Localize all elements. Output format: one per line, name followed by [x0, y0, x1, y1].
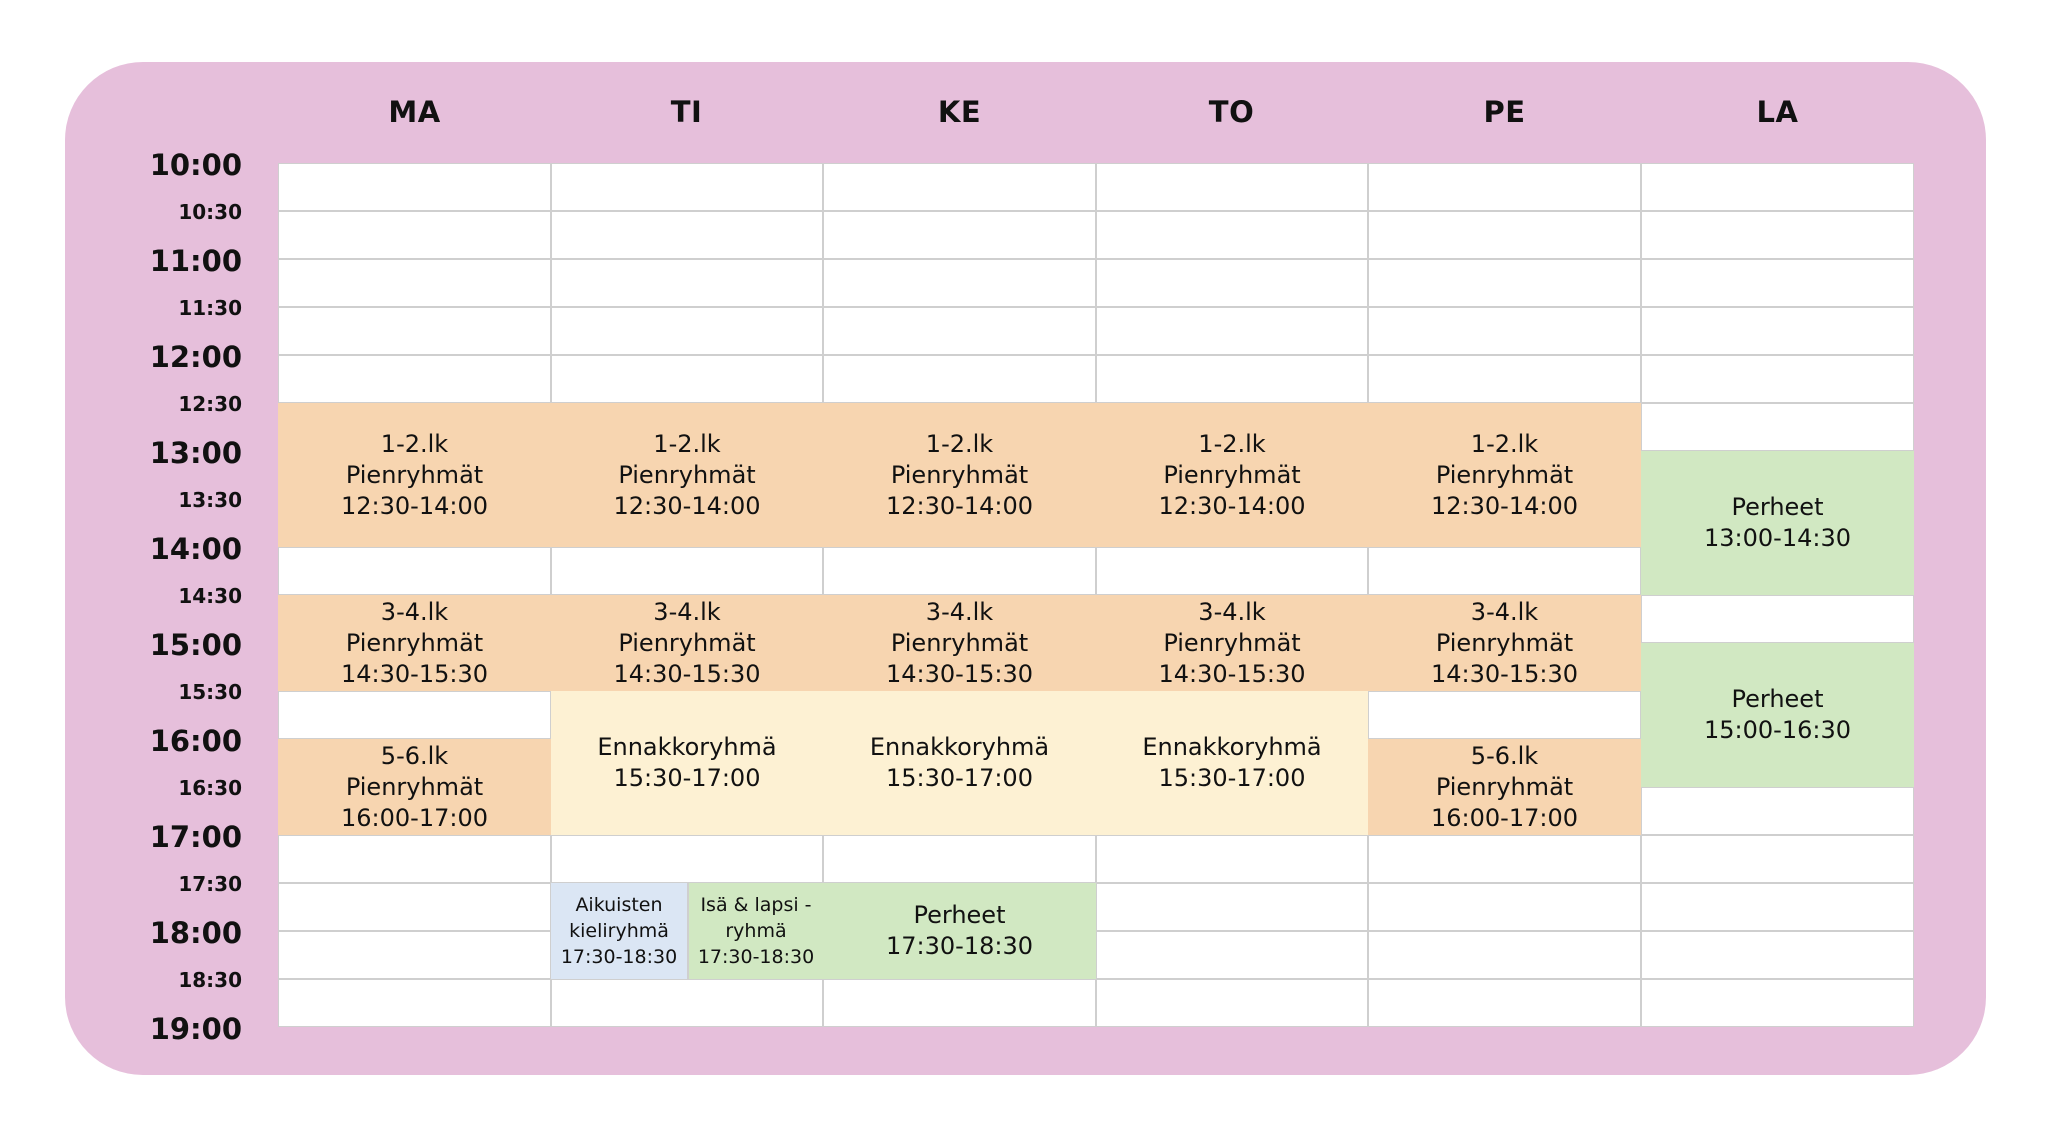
time-label: 11:30 — [178, 296, 242, 320]
event-line: 15:30-17:00 — [885, 764, 1033, 792]
event-line: 12:30-14:00 — [1431, 491, 1578, 520]
time-label: 18:30 — [178, 968, 242, 992]
event-line: 3-4.lk — [1470, 597, 1539, 626]
event-line: 5-6.lk — [1470, 741, 1539, 770]
event-line: Pienryhmät — [1435, 772, 1574, 801]
event-5-6lk-pe[interactable] — [1368, 739, 1641, 835]
time-label: 14:30 — [178, 584, 242, 608]
event-line: Ennakkoryhmä — [869, 733, 1050, 761]
time-label: 16:00 — [149, 724, 242, 758]
day-header-to: TO — [1208, 95, 1255, 129]
event-line: Perheet — [1731, 685, 1824, 713]
time-label: 10:30 — [178, 200, 242, 224]
event-line: Ennakkoryhmä — [597, 733, 777, 761]
time-label: 12:30 — [178, 392, 242, 416]
event-line: Aikuisten — [575, 894, 663, 916]
event-perheet-la-1[interactable] — [1641, 451, 1914, 595]
event-line: kieliryhmä — [569, 920, 669, 942]
event-line: 15:00-16:30 — [1704, 716, 1851, 744]
event-line: 17:30-18:30 — [560, 946, 678, 968]
event-line: Pienryhmät — [1435, 628, 1574, 657]
event-line: 14:30-15:30 — [613, 659, 761, 688]
time-label: 16:30 — [178, 776, 242, 800]
event-line: 3-4.lk — [1198, 597, 1266, 626]
event-3-4lk-ti[interactable] — [551, 595, 823, 691]
event-line: Pienryhmät — [618, 628, 756, 657]
event-line: 14:30-15:30 — [1158, 659, 1306, 688]
event-3-4lk-ke[interactable] — [823, 595, 1096, 691]
event-line: 5-6.lk — [380, 741, 449, 770]
event-ennakkoryhma-ke[interactable] — [823, 691, 1096, 835]
event-line: 12:30-14:00 — [341, 491, 488, 520]
event-line: ryhmä — [725, 920, 787, 942]
event-line: 16:00-17:00 — [341, 803, 488, 832]
event-line: Pienryhmät — [618, 460, 756, 489]
event-line: 15:30-17:00 — [1158, 764, 1306, 792]
event-ennakkoryhma-ti[interactable] — [551, 691, 823, 835]
event-line: 12:30-14:00 — [613, 491, 761, 520]
event-line: Pienryhmät — [345, 628, 484, 657]
time-label: 14:00 — [149, 532, 242, 566]
event-line: 14:30-15:30 — [886, 659, 1033, 688]
time-label: 13:30 — [178, 488, 242, 512]
time-label: 17:30 — [178, 872, 242, 896]
event-1-2lk-to[interactable] — [1096, 403, 1368, 547]
event-line: 13:00-14:30 — [1704, 524, 1851, 552]
event-line: 1-2.lk — [653, 429, 721, 458]
event-line: Pienryhmät — [1163, 628, 1301, 657]
day-header-ke: KE — [937, 95, 982, 129]
event-isa-lapsi-ryhma[interactable] — [687, 883, 823, 979]
event-ennakkoryhma-to[interactable] — [1096, 691, 1368, 835]
event-line: 17:30-18:30 — [886, 932, 1033, 960]
event-line: 3-4.lk — [653, 597, 721, 626]
event-line: 12:30-14:00 — [886, 491, 1033, 520]
event-line: 14:30-15:30 — [341, 659, 488, 688]
event-line: 1-2.lk — [380, 429, 449, 458]
event-line: Pienryhmät — [890, 628, 1029, 657]
event-line: 15:30-17:00 — [613, 764, 761, 792]
time-label: 19:00 — [149, 1012, 242, 1046]
day-header-ma: MA — [388, 95, 441, 129]
event-line: 1-2.lk — [925, 429, 994, 458]
event-line: 14:30-15:30 — [1431, 659, 1578, 688]
event-3-4lk-pe[interactable] — [1368, 595, 1641, 691]
schedule-grid — [278, 163, 1914, 1027]
event-line: Pienryhmät — [345, 772, 484, 801]
event-line: 17:30-18:30 — [697, 946, 815, 968]
event-1-2lk-ma[interactable] — [278, 403, 551, 547]
time-label: 15:30 — [178, 680, 242, 704]
event-5-6lk-ma[interactable] — [278, 739, 551, 835]
event-3-4lk-to[interactable] — [1096, 595, 1368, 691]
time-label: 18:00 — [149, 916, 242, 950]
event-line: 16:00-17:00 — [1431, 803, 1578, 832]
event-perheet-ke[interactable] — [823, 883, 1096, 979]
event-perheet-la-2[interactable] — [1641, 643, 1914, 787]
day-header-pe: PE — [1483, 95, 1526, 129]
event-1-2lk-pe[interactable] — [1368, 403, 1641, 547]
event-line: 1-2.lk — [1470, 429, 1539, 458]
event-line: Pienryhmät — [890, 460, 1029, 489]
time-label: 12:00 — [149, 340, 242, 374]
event-1-2lk-ti[interactable] — [551, 403, 823, 547]
event-line: 1-2.lk — [1198, 429, 1266, 458]
event-aikuisten-kieliryhma[interactable] — [551, 883, 687, 979]
event-1-2lk-ke[interactable] — [823, 403, 1096, 547]
time-label: 17:00 — [149, 820, 242, 854]
time-label: 11:00 — [149, 244, 242, 278]
time-label: 10:00 — [149, 148, 242, 182]
day-header-la: LA — [1756, 95, 1799, 129]
event-line: Isä & lapsi - — [700, 894, 812, 916]
event-line: Pienryhmät — [1435, 460, 1574, 489]
event-line: Perheet — [1731, 493, 1824, 521]
time-label: 13:00 — [149, 436, 242, 470]
event-line: Perheet — [913, 901, 1006, 929]
time-label: 15:00 — [149, 628, 242, 662]
day-header-ti: TI — [670, 95, 703, 129]
event-line: 12:30-14:00 — [1158, 491, 1306, 520]
event-3-4lk-ma[interactable] — [278, 595, 551, 691]
event-line: Pienryhmät — [345, 460, 484, 489]
event-line: 3-4.lk — [380, 597, 449, 626]
event-line: 3-4.lk — [925, 597, 994, 626]
event-line: Pienryhmät — [1163, 460, 1301, 489]
event-line: Ennakkoryhmä — [1142, 733, 1322, 761]
